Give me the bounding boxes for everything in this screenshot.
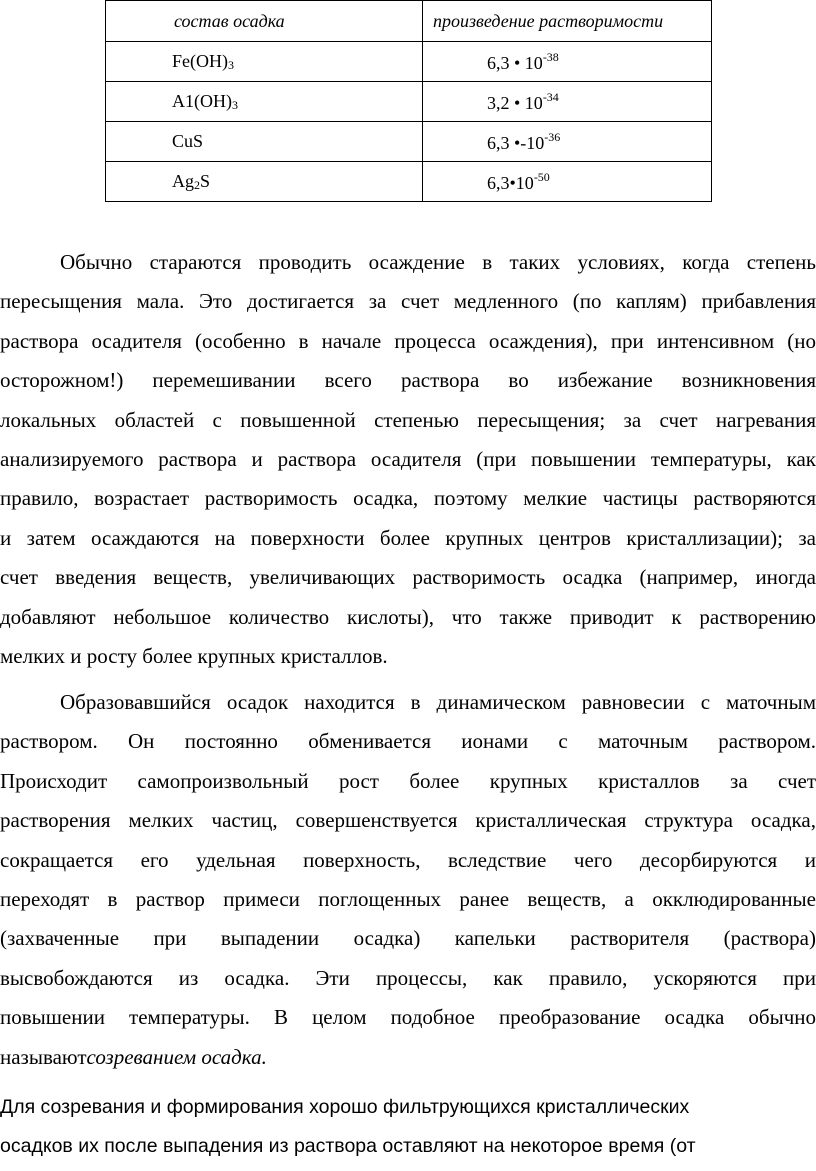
- text-line: счет введения веществ, увеличивающих растворимость осадка (например, иногда: [0, 565, 816, 590]
- table-row: [106, 162, 712, 202]
- text-line: Происходит самопроизвольный рост более крупных кристаллов за счет: [0, 768, 816, 793]
- formula-cell: $A1(OH)_3$: [106, 82, 423, 122]
- text-line: раствора осадителя (особенно в начале процесса осаждения), при интенсивном (но: [0, 328, 816, 353]
- text-line: (захваченные при выпадении осадка) капельки растворителя (раствора): [0, 926, 816, 951]
- table-row: [106, 122, 712, 162]
- text-line: Образовавшийся осадок находится в динамическом равновесии с маточным: [60, 690, 816, 714]
- text-line: осторожном!) перемешивании всего раствора во избежание возникновения: [0, 368, 816, 393]
- text-line: Обычно стараются проводить осаждение в таких условиях, когда степень: [60, 250, 816, 274]
- term-ripening: созреванием осадка.: [86, 1044, 267, 1069]
- text-line: локальных областей с повышенной степенью пересыщения; за счет нагревания: [0, 407, 816, 432]
- formula-cell: $Ag_2S$: [106, 162, 423, 202]
- text-line: Для созревания и формирования хорошо фильтрующихся кристаллических: [0, 1096, 690, 1118]
- ksp-cell: 6,3 $•-10^{-36}$: [423, 122, 712, 162]
- header-solubility-product: произведение растворимости: [423, 1, 712, 42]
- text-line: и затем осаждаются на поверхности более крупных центров кристаллизации); за: [0, 525, 816, 550]
- text-line: переходят в раствор примеси поглощенных ранее веществ, а окклюдированные: [0, 887, 816, 912]
- text-line: называют: [0, 1044, 87, 1069]
- text-line: раствором. Он постоянно обменивается ионами с маточным раствором.: [0, 729, 816, 754]
- paragraph-ripening-procedure: [0, 1088, 816, 1166]
- formula-cell: CuS: [106, 122, 423, 162]
- text-line: правило, возрастает растворимость осадка, поэтому мелкие частицы растворяются: [0, 486, 816, 511]
- table-row: [106, 82, 712, 122]
- table-row: [106, 42, 712, 82]
- text-line: растворения мелких частиц, совершенствуется кристаллическая структура осадка,: [0, 808, 816, 833]
- paragraph-precipitate-ripening: [0, 683, 816, 1077]
- text-line: добавляют небольшое количество кислоты), что также приводит к растворению: [0, 604, 816, 629]
- text-line: пересыщения мала. Это достигается за счет медленного (по каплям) прибавления: [0, 289, 816, 314]
- header-precipitate: состав осадка: [106, 1, 423, 42]
- ksp-cell: $6,3•10^{-50}$: [423, 162, 712, 202]
- text-line: мелких и росту более крупных кристаллов.: [0, 644, 388, 669]
- solubility-table: [105, 0, 712, 202]
- ksp-cell: 6,3 • $10^{-38}$: [423, 42, 712, 82]
- text-line: повышении температуры. В целом подобное преобразование осадка обычно: [0, 1005, 816, 1030]
- text-line: сокращается его удельная поверхность, вследствие чего десорбируются и: [0, 847, 816, 872]
- ksp-cell: 3,2 • $10^{-34}$: [423, 82, 712, 122]
- text-line: осадков их после выпадения из раствора оставляют на некоторое время (от: [0, 1135, 696, 1157]
- text-line: высвобождаются из осадка. Эти процессы, как правило, ускоряются при: [0, 965, 816, 990]
- text-line: анализируемого раствора и раствора осадителя (при повышении температуры, как: [0, 447, 816, 472]
- table-header-row: [106, 1, 712, 42]
- paragraph-precipitation-conditions: [0, 243, 816, 676]
- formula-cell: $Fe(OH)_3$: [106, 42, 423, 82]
